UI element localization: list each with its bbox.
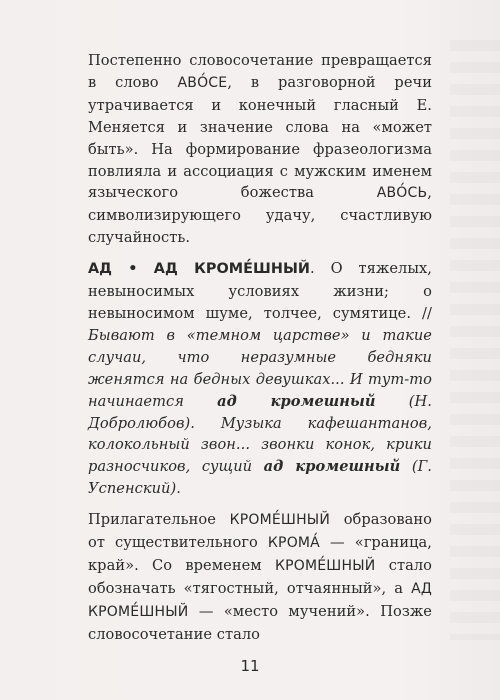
paragraph-1 — [88, 50, 432, 249]
text-segment: АВО́СЬ — [376, 185, 428, 202]
text-segment: стало обозначать «тягостный, отчаянный», а — [88, 556, 432, 597]
text-segment: Постепенно словосочетание превращается в слово — [88, 52, 432, 91]
text-segment: ад кромешный — [217, 392, 376, 410]
page-number: 11 — [240, 657, 260, 675]
text-segment: . О тяжелых, невыносимых условиях жизни; о невыносимом шуме, толчее, сумятице. // — [88, 260, 432, 322]
text-segment: образовано от существительного — [88, 511, 433, 552]
bleed-through-shadow — [450, 40, 500, 640]
paragraph-3 — [88, 509, 432, 645]
text-segment: — «граница, край». Со временем — [88, 534, 432, 574]
text-segment: КРОМА́ — [267, 535, 320, 552]
text-segment: , в разговорной речи утрачивается и конечный гласный Е. Меняется и значение слова на «может быть». На формирование фразеологизма повлияла и ассоциация с мужским именем языческого божества — [88, 73, 432, 202]
text-segment: (Г. Успенский). — [88, 458, 432, 498]
text-segment: , символизирующего удачу, счастливую случайность. — [88, 184, 432, 247]
text-segment: Бывают в «темном царстве» и такие случаи, что неразумные бедняки женятся на бедных девушках... И тут-то начинается — [88, 326, 432, 410]
text-segment: КРОМЕ́ШНЫЙ — [229, 512, 331, 529]
text-segment: АД КРОМЕ́ШНЫЙ — [88, 580, 432, 620]
text-segment: АВО́СЕ — [177, 74, 228, 91]
body-text — [88, 50, 432, 646]
text-segment: ад кромешный — [263, 458, 401, 476]
text-segment: АД • АД КРОМЕ́ШНЫЙ — [88, 261, 311, 278]
paragraph-2 — [88, 258, 432, 500]
text-segment: КРОМЕ́ШНЫЙ — [274, 557, 376, 574]
text-segment: — «место мучений». Позже словосочетание стало — [88, 602, 432, 643]
text-segment: (Н. Добролюбов). Музыка кафешантанов, колокольный звон... звонки конок, крики разносчиков, сущий — [88, 392, 432, 476]
text-segment: Прилагательное — [88, 511, 230, 529]
